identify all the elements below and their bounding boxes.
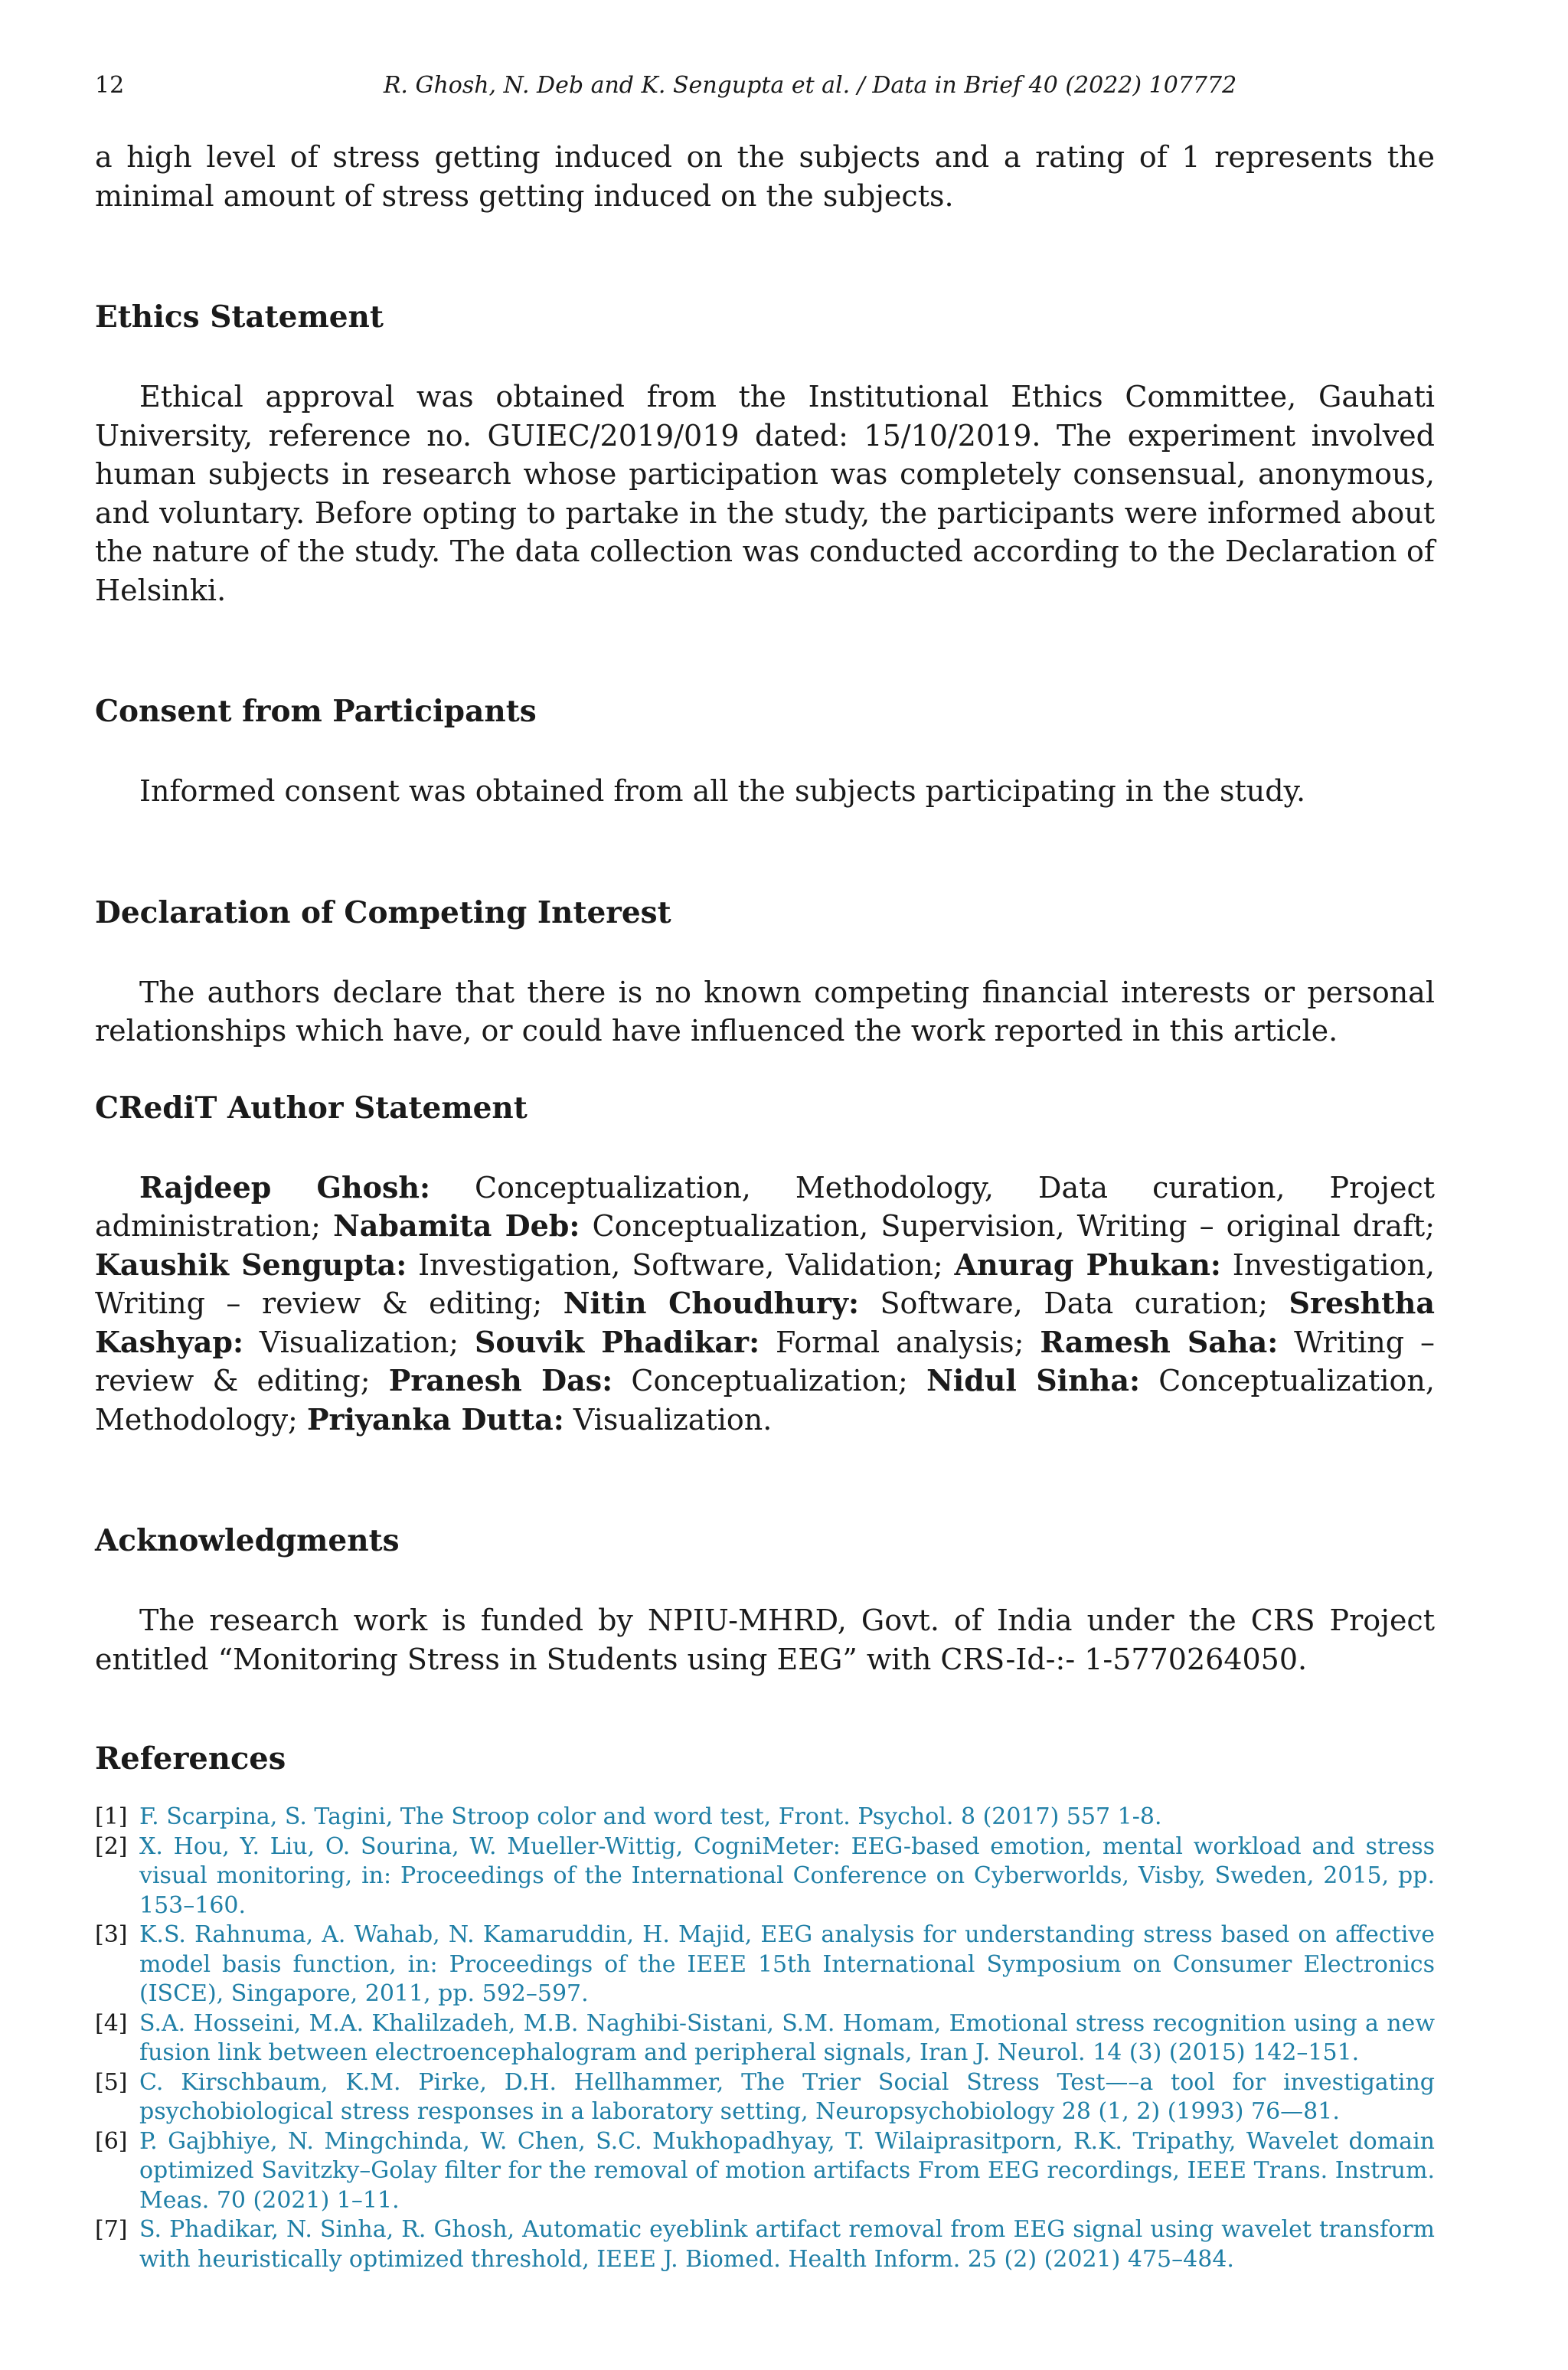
consent-paragraph: Informed consent was obtained from all the subjects participating in the study. bbox=[139, 774, 1306, 808]
credit-author-name: Anurag Phukan: bbox=[954, 1247, 1221, 1282]
consent-title: Consent from Participants bbox=[95, 694, 537, 729]
reference-number: [2] bbox=[95, 1832, 128, 1860]
intro-paragraph: a high level of stress getting induced on the subjects and a rating of 1 represents the minimal amount of stress getting induced on the subjects. bbox=[95, 140, 1435, 213]
reference-item bbox=[95, 1803, 1435, 1832]
acknowledgments-paragraph: The research work is funded by NPIU-MHRD, Govt. of India under the CRS Project entitled “Monitoring Stress in Students using EEG” with CRS-Id-:- 1-5770264050. bbox=[95, 1603, 1435, 1676]
reference-link[interactable]: S. Phadikar, N. Sinha, R. Ghosh, Automatic eyeblink artifact removal from EEG signal using wavelet transform with heuristically optimized threshold, IEEE J. Biomed. Health Inform. 25 (2) (2021) 475–484. bbox=[139, 2216, 1435, 2273]
credit-author-name: Rajdeep Ghosh: bbox=[139, 1169, 430, 1205]
reference-link[interactable]: K.S. Rahnuma, A. Wahab, N. Kamaruddin, H. Majid, EEG analysis for understanding stress based on affective model basis function, in: Proceedings of the IEEE 15th International Symposium on Consumer Electronics (ISCE), Singapore, 2011, pp. 592–597. bbox=[139, 1921, 1435, 2007]
credit-author-name: Nabamita Deb: bbox=[333, 1208, 580, 1243]
competing-interest-paragraph: The authors declare that there is no known competing financial interests or personal relationships which have, or could have influenced the work reported in this article. bbox=[95, 975, 1435, 1048]
reference-number: [6] bbox=[95, 2127, 128, 2155]
credit-author-roles: Conceptualization, Methodology, Data curation, Project administration; bbox=[95, 1170, 1435, 1243]
credit-author-roles: Visualization. bbox=[564, 1402, 773, 1437]
competing-interest-title: Declaration of Competing Interest bbox=[95, 894, 671, 930]
reference-item bbox=[95, 1921, 1435, 2009]
reference-link[interactable]: P. Gajbhiye, N. Mingchinda, W. Chen, S.C. Mukhopadhyay, T. Wilaiprasitporn, R.K. Tripathy, Wavelet domain optimized Savitzky–Golay filter for the removal of motion artifacts From EEG recordings, IEEE Trans. Instrum. Meas. 70 (2021) 1–11. bbox=[139, 2127, 1435, 2214]
reference-link[interactable]: C. Kirschbaum, K.M. Pirke, D.H. Hellhammer, The Trier Social Stress Test—–a tool for investigating psychobiological stress responses in a laboratory setting, Neuropsychobiology 28 (1, 2) (1993) 76—81. bbox=[139, 2068, 1435, 2125]
reference-number: [7] bbox=[95, 2216, 128, 2243]
reference-number: [4] bbox=[95, 2009, 128, 2037]
reference-item bbox=[95, 2009, 1435, 2068]
credit-author-name: Sreshtha Kashyap: bbox=[95, 1286, 1435, 1359]
credit-author-roles: Software, Data curation; bbox=[858, 1286, 1289, 1320]
credit-author-roles: Visualization; bbox=[243, 1325, 475, 1359]
reference-item bbox=[95, 1832, 1435, 1921]
reference-item bbox=[95, 2127, 1435, 2216]
reference-link[interactable]: X. Hou, Y. Liu, O. Sourina, W. Mueller-Wittig, CogniMeter: EEG-based emotion, mental workload and stress visual monitoring, in: Proceedings of the International Conference on Cyberworlds, Visby, Sweden, 2015, pp. 153–160. bbox=[139, 1832, 1435, 1919]
credit-author-roles: Conceptualization; bbox=[612, 1364, 927, 1397]
reference-link[interactable]: F. Scarpina, S. Tagini, The Stroop color and word test, Front. Psychol. 8 (2017) 557 1-8. bbox=[139, 1803, 1162, 1830]
page-number: 12 bbox=[95, 72, 125, 99]
reference-link[interactable]: S.A. Hosseini, M.A. Khalilzadeh, M.B. Naghibi-Sistani, S.M. Homam, Emotional stress recognition using a new fusion link between electroencephalogram and peripheral signals, Iran J. Neurol. 14 (3) (2015) 142–151. bbox=[139, 2009, 1435, 2066]
credit-author-name: Ramesh Saha: bbox=[1040, 1324, 1279, 1359]
credit-author-roles: Investigation, Writing – review & editing; bbox=[95, 1247, 1436, 1320]
ethics-paragraph: Ethical approval was obtained from the Institutional Ethics Committee, Gauhati University, reference no. GUIEC/2019/019 dated: 15/10/2019. The experiment involved human subjects in research whose participation was completely consensual, anonymous, and voluntary. Before opting to partake in the study, the participants were informed about the nature of the study. The data collection was conducted according to the Declaration of Helsinki. bbox=[95, 380, 1435, 607]
credit-author-name: Pranesh Das: bbox=[388, 1363, 613, 1397]
credit-author-roles: Writing – review & editing; bbox=[95, 1325, 1435, 1397]
running-head: R. Ghosh, N. Deb and K. Sengupta et al. / Data in Brief 40 (2022) 107772 bbox=[383, 72, 1237, 99]
credit-author-roles: Formal analysis; bbox=[760, 1325, 1040, 1359]
page-header bbox=[95, 70, 1433, 101]
page-body bbox=[95, 138, 1435, 2274]
credit-author-name: Nidul Sinha: bbox=[926, 1363, 1141, 1397]
credit-author-roles: Conceptualization, Supervision, Writing – original draft; bbox=[580, 1209, 1436, 1243]
ethics-title: Ethics Statement bbox=[95, 299, 384, 335]
credit-author-name: Priyanka Dutta: bbox=[306, 1401, 564, 1437]
references-title: References bbox=[95, 1741, 286, 1777]
credit-title: CRediT Author Statement bbox=[95, 1090, 528, 1126]
credit-author-name: Souvik Phadikar: bbox=[474, 1324, 760, 1359]
reference-item bbox=[95, 2068, 1435, 2127]
reference-number: [3] bbox=[95, 1921, 128, 1948]
reference-number: [1] bbox=[95, 1803, 128, 1830]
credit-author-roles: Conceptualization, Methodology; bbox=[95, 1364, 1435, 1437]
acknowledgments-title: Acknowledgments bbox=[95, 1523, 400, 1558]
reference-item bbox=[95, 2215, 1435, 2274]
credit-paragraph bbox=[95, 1169, 1435, 1440]
credit-author-name: Kaushik Sengupta: bbox=[95, 1247, 407, 1282]
credit-author-name: Nitin Choudhury: bbox=[563, 1286, 859, 1320]
reference-number: [5] bbox=[95, 2068, 128, 2096]
credit-author-roles: Investigation, Software, Validation; bbox=[407, 1247, 955, 1282]
references-list bbox=[95, 1803, 1435, 2274]
